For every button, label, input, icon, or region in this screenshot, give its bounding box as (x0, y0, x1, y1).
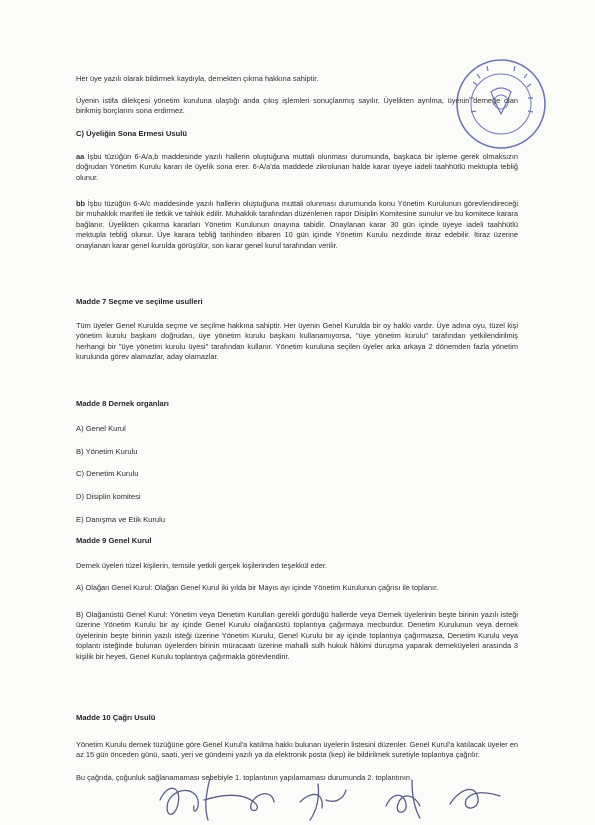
paragraph-ordinary-assembly: A) Olağan Genel Kurul: Olağan Genel Kurul iki yılda bir Mayıs ayı içinde Yönetim Kurulunun çağrısı ile toplanır. (76, 583, 439, 592)
official-seal-stamp (443, 52, 553, 160)
list-item-organ-c: C) Denetim Kurulu (76, 469, 139, 478)
paragraph-bb (76, 199, 518, 251)
text-aa: İşbu tüzüğün 6-A/a,b maddesinde yazılı hallerin oluştuğuna muttali olunması durumunda, başkaca bir işleme gerek olmaksızın doğrudan Yönetim Kurulu kararı ile üyelik sona erer. 6-A/a'da maddede zikrolunan halde karar üyeye iadeli taahhütlü mektupla tebliğ olunur. (76, 152, 518, 182)
paragraph-extraordinary-assembly: B) Olağanüstü Genel Kurul: Yönetim veya Denetim Kurulları gerekli gördüğü hallerde veya Dernek üyelerinin beşte birinin yazılı isteği üzerine Yönetim Kurulu bir ay içinde Genel Kurulu olağanüstü toplantıya çağırmaya mecburdur. Denetim Kurulunun veya dernek üyelerinin beşte birinin yazılı isteği üzerine Yönetim Kurulu, Genel Kurulu bir ay içinde toplantıya çağırmazsa, Denetim Kurulu veya toplantı isteğinde bulunan üyelerden birinin müracaatı üzerine mahalli sulh hukuk hâkimi duruşma yaparak derneküyeleri arasında 3 kişilik bir heyeti, Genel Kurulu toplantıya çağırmakla görevlendirir. (76, 610, 518, 661)
list-item-organ-d: D) Disiplin komitesi (76, 492, 141, 501)
heading-article-10: Madde 10 Çağrı Usulü (76, 713, 156, 722)
signatures (150, 770, 510, 825)
heading-article-7: Madde 7 Seçme ve seçilme usulleri (76, 297, 203, 306)
list-item-organ-a: A) Genel Kurul (76, 424, 126, 433)
heading-article-9: Madde 9 Genel Kurul (76, 536, 152, 545)
heading-article-8: Madde 8 Dernek organları (76, 399, 169, 408)
heading-membership-end: C) Üyeliğin Sona Ermesi Usulü (76, 129, 187, 138)
paragraph-exit-right: Her üye yazılı olarak bildirmek kaydıyla, dernekten çıkma hakkına sahiptir. (76, 74, 319, 83)
list-item-organ-b: B) Yönetim Kurulu (76, 447, 138, 456)
label-bb: bb (76, 199, 86, 208)
paragraph-article-7: Tüm üyeler Genel Kurulda seçme ve seçilme hakkına sahiptir. Her üyenin Genel Kurulda bir oy hakkı vardır. Üye adına oyu, tüzel kişi yönetim kurulu başkanı doğrudan, üye yönetim kurulu başkanı kullanamıyorsa, "üye yönetim kurulu" tarafından yetkilendirilmiş herhangi bir "üye yönetim kurulu üyesi" tarafından kullanır. Yönetim kuruluna seçilen üyeler arka arkaya 2 dönemden fazla yönetim kurulunda görev alamazlar, aday olamazlar. (76, 321, 518, 362)
label-aa: aa (76, 152, 85, 161)
paragraph-article-9-intro: Dernek üyeleri tüzel kişilerin, temsile yetkili gerçek kişilerinden teşekkül eder. (76, 561, 327, 570)
paragraph-resignation: Üyenin istifa dilekçesi yönetim kuruluna ulaştığı anda çıkış işlemleri sonuçlanmış sayılır. Üyelikten ayrılma, üyenin derneğe olan birikmiş borçlarını sona erdirmez. (76, 96, 518, 116)
list-item-organ-e: E) Danışma ve Etik Kurulu (76, 515, 166, 524)
text-bb: İşbu tüzüğün 6-A/c maddesinde yazılı hallerin oluştuğuna muttali olunması durumunda konu Yönetim Kurulunun görevlendireceği bir muhakkik marifeti ile tetkik ve tahkik edilir. Muhakkik tarafından düzenlenen rapor Disiplin Komitesine sunulur ve bu komitece karara bağlanır. Üyelikten çıkarma kararları Yönetim Kurulunun onayına tabidir. Onaylanan karar 30 gün içinde üyeye iadeli taahhütlü mektupla tebliğ olunur. Üye karara tebliğ tarihinden itibaren 10 gün içinde Yönetim Kurulu nezdinde itiraz edebilir. İtiraz üzerine onaylanan karar genel kurulda görüşülür, son karar genel kurul tarafından verilir. (76, 199, 518, 250)
paragraph-article-10: Yönetim Kurulu dernek tüzüğüne göre Genel Kurul'a katılma hakkı bulunan üyelerin listesini düzenler. Genel Kurul'a katılacak üyeler en az 15 gün önceden günü, saati, yeri ve gündemi yazılı ya da elektronik posta (kep) ile bildirilmek suretiyle toplantıya çağrılır. (76, 740, 518, 760)
paragraph-article-10-continued: Bu çağrıda, çoğunluk sağlanamaması sebebiyle 1. toplantının yapılamaması durumunda 2. toplantının (76, 773, 411, 782)
